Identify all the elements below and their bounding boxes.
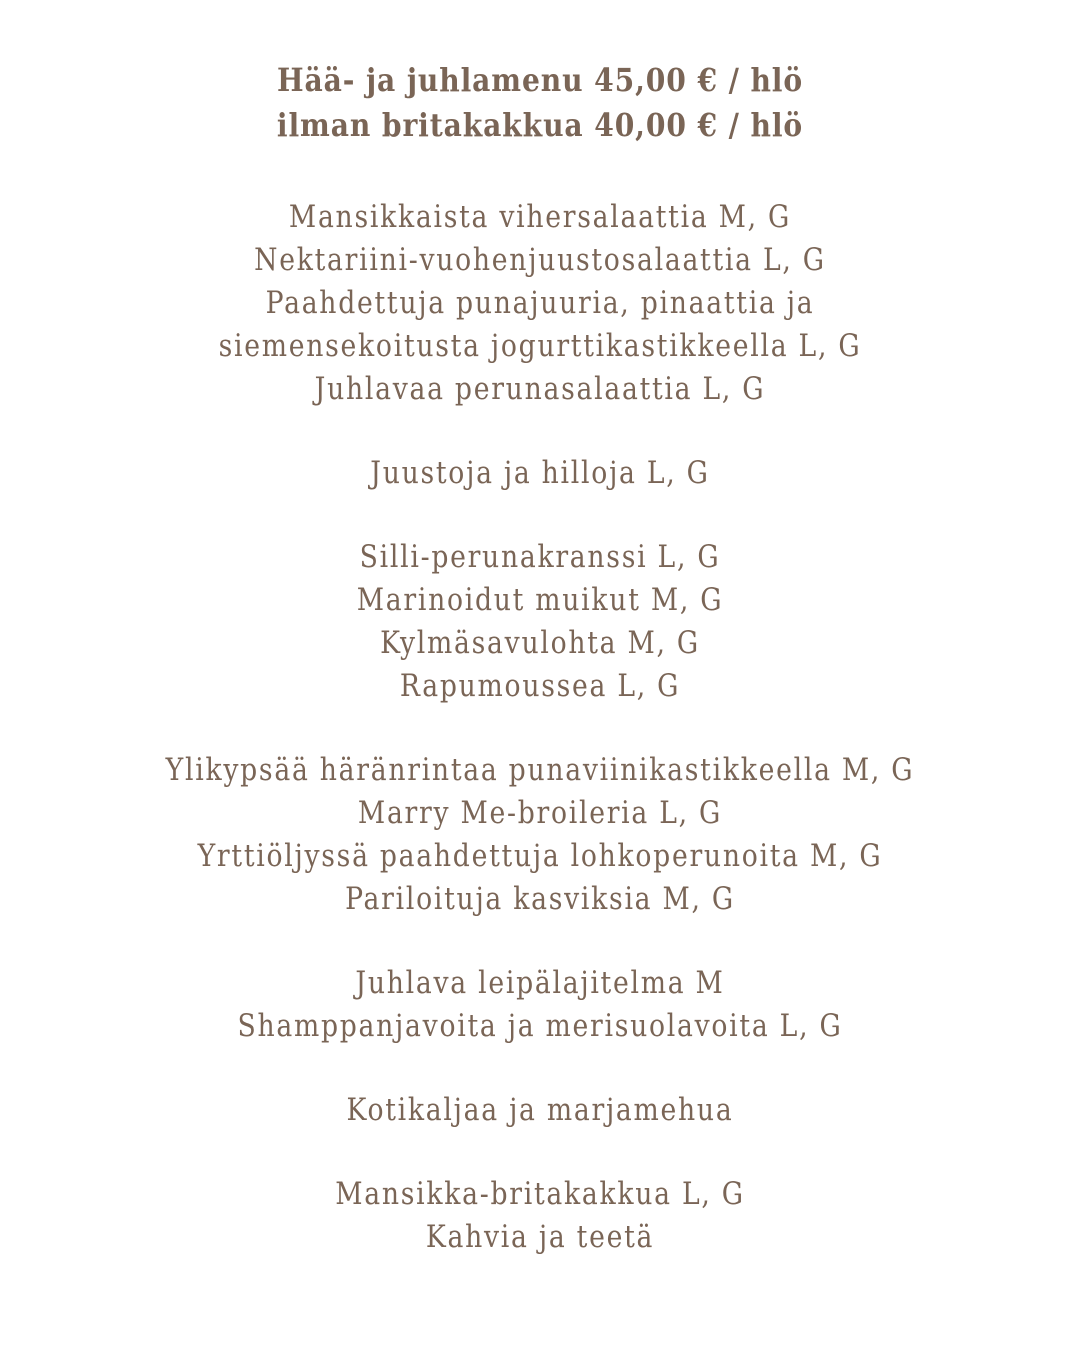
menu-item: Silli-perunakranssi L, G — [359, 539, 721, 575]
menu-item: Pariloituja kasviksia M, G — [345, 881, 735, 917]
menu-item: Marinoidut muikut M, G — [356, 582, 724, 618]
menu-item: Yrttiöljyssä paahdettuja lohkoperunoita M, G — [197, 838, 883, 874]
menu-item: Mansikka-britakakkua L, G — [335, 1176, 745, 1212]
menu-group-drinks — [0, 1089, 1080, 1132]
menu-group-fish — [0, 536, 1080, 708]
menu-item: Ylikypsää häränrintaa punaviinikastikkeella M, G — [165, 752, 915, 788]
menu-title — [0, 58, 1080, 148]
menu-item: Juhlava leipälajitelma M — [355, 965, 725, 1001]
menu-group-cheese — [0, 452, 1080, 495]
menu-item: Kotikaljaa ja marjamehua — [346, 1092, 734, 1128]
menu-group-mains — [0, 749, 1080, 921]
menu-item: Mansikkaista vihersalaattia M, G — [288, 199, 792, 235]
menu-title-line-1: Hää- ja juhlamenu 45,00 € / hlö — [276, 61, 804, 99]
menu-item: Rapumoussea L, G — [399, 668, 681, 704]
menu-group-dessert — [0, 1173, 1080, 1259]
menu-group-bread — [0, 962, 1080, 1048]
menu-group-salads — [0, 196, 1080, 411]
menu-item: Juustoja ja hilloja L, G — [370, 455, 710, 491]
menu-item: Kahvia ja teetä — [425, 1219, 655, 1255]
menu-title-line-2: ilman britakakkua 40,00 € / hlö — [276, 106, 804, 144]
menu-document — [0, 58, 1080, 1300]
menu-item: Juhlavaa perunasalaattia L, G — [314, 371, 766, 407]
menu-item: Shamppanjavoita ja merisuolavoita L, G — [237, 1008, 843, 1044]
menu-item: Nektariini-vuohenjuustosalaattia L, G — [254, 242, 826, 278]
menu-item: Kylmäsavulohta M, G — [380, 625, 700, 661]
menu-item: Marry Me-broileria L, G — [357, 795, 723, 831]
menu-item: siemensekoitusta jogurttikastikkeella L, G — [218, 328, 862, 364]
menu-item: Paahdettuja punajuuria, pinaattia ja — [265, 285, 815, 321]
